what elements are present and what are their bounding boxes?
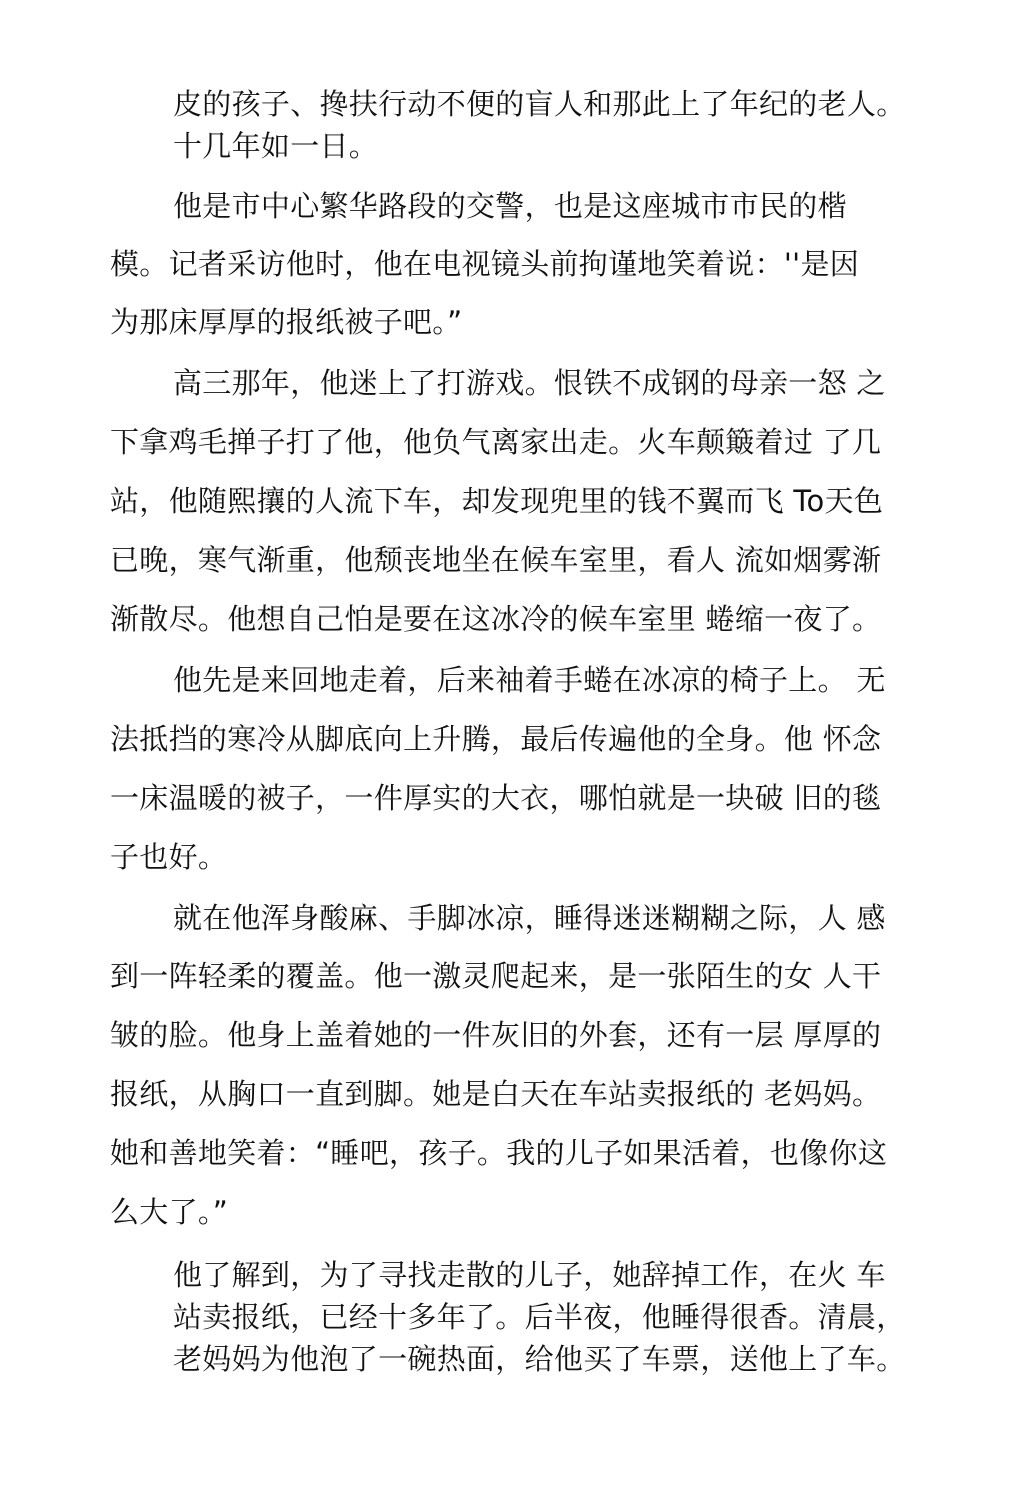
text-line: 到一阵轻柔的覆盖。他一激灵爬起来，是一张陌生的女 人干 <box>110 959 882 993</box>
text-line: 她和善地笑着：“睡吧，孩子。我的儿子如果活着，也像你这 <box>110 1136 888 1170</box>
text-line: 下拿鸡毛掸子打了他，他负气离家出走。火车颠簸着过 了几 <box>110 425 882 459</box>
text-line: 模。记者采访他时，他在电视镜头前拘谨地笑着说：''是因 <box>110 247 860 281</box>
text-line: 他了解到，为了寻找走散的儿子，她辞掉工作，在火 车 <box>173 1258 886 1292</box>
text-line: 老妈妈为他泡了一碗热面，给他买了车票，送他上了车。 <box>173 1342 906 1376</box>
text-line: 就在他浑身酸麻、手脚冰凉，睡得迷迷糊糊之际，人 感 <box>173 901 886 935</box>
text-line: 么大了。” <box>110 1195 229 1229</box>
text-line: 渐散尽。他想自己怕是要在这冰冷的候车室里 蜷缩一夜了。 <box>110 602 882 636</box>
text-line: 为那床厚厚的报纸被子吧。” <box>110 305 463 339</box>
text-line: 皱的脸。他身上盖着她的一件灰旧的外套，还有一层 厚厚的 <box>110 1018 882 1052</box>
text-line: 法抵挡的寒冷从脚底向上升腾，最后传遍他的全身。他 怀念 <box>110 722 882 756</box>
text-line: 十几年如一日。 <box>173 129 379 163</box>
text-line: 子也好。 <box>110 840 228 874</box>
text-line: 皮的孩子、搀扶行动不便的盲人和那此上了年纪的老人。 <box>173 87 906 121</box>
text-line: 报纸，从胸口一直到脚。她是白天在车站卖报纸的 老妈妈。 <box>110 1077 882 1111</box>
text-line: 已晚，寒气渐重，他颓丧地坐在候车室里，看人 流如烟雾渐 <box>110 543 882 577</box>
text-line: 站卖报纸，已经十多年了。后半夜，他睡得很香。清晨， <box>173 1300 906 1334</box>
text-line: 他先是来回地走着，后来袖着手蜷在冰凉的椅子上。 无 <box>173 663 886 697</box>
text-line: 高三那年，他迷上了打游戏。恨铁不成钢的母亲一怒 之 <box>173 366 886 400</box>
text-line: 站，他随熙攘的人流下车，却发现兜里的钱不翼而飞 To天色 <box>110 484 884 518</box>
text-line: 他是市中心繁华路段的交警，也是这座城市市民的楷 <box>173 189 847 223</box>
text-line: 一床温暖的被子，一件厚实的大衣，哪怕就是一块破 旧的毯 <box>110 781 882 815</box>
